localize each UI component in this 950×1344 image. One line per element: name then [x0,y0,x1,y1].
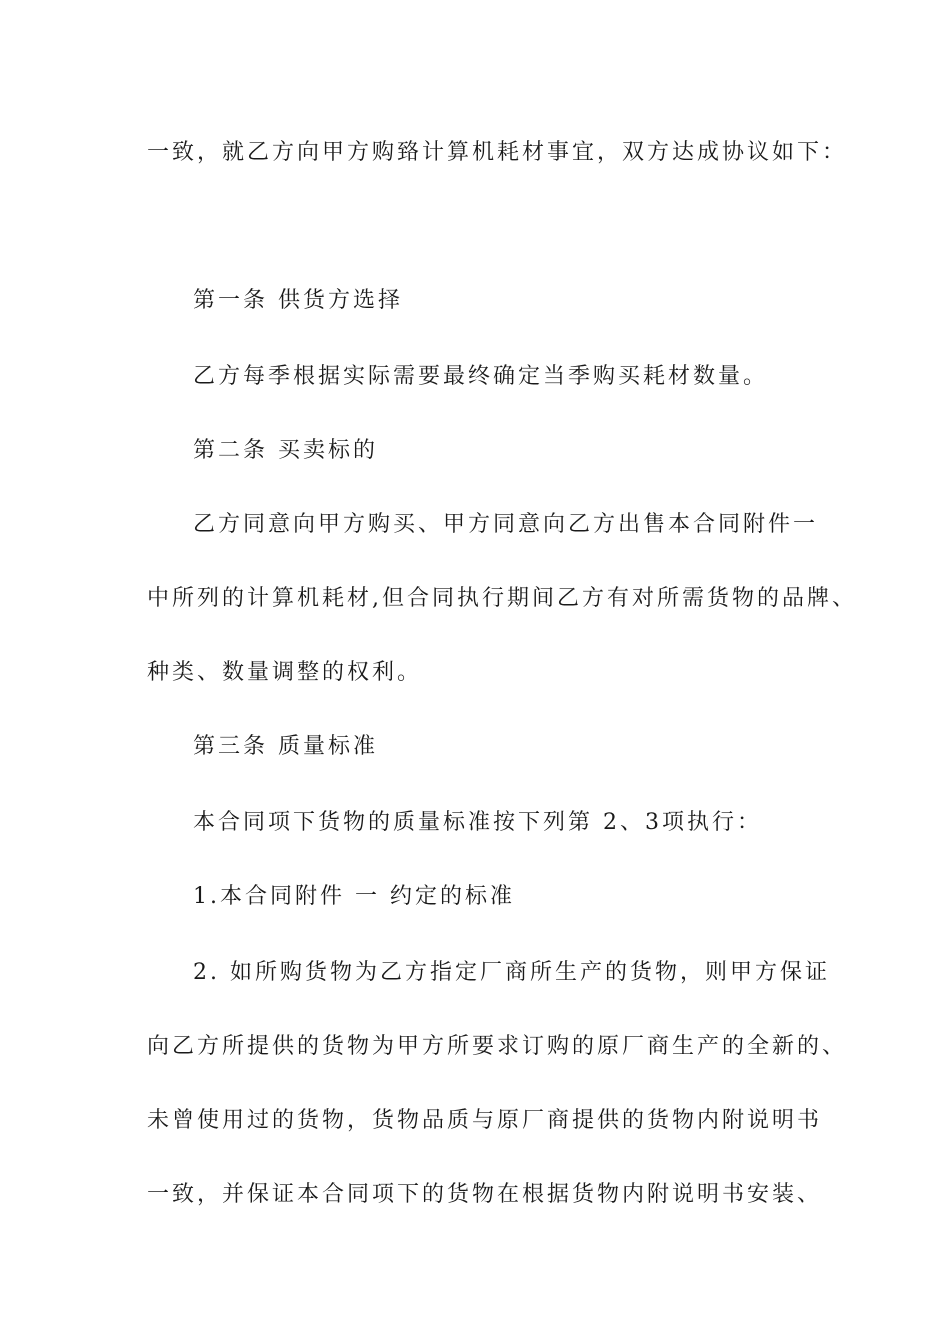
article-3-item-2-line-1: 2. 如所购货物为乙方指定厂商所生产的货物，则甲方保证 [193,960,830,985]
text-line-agreement-intro: 一致，就乙方向甲方购臵计算机耗材事宜，双方达成协议如下： [147,140,848,165]
article-3-item-2-line-4: 一致，并保证本合同项下的货物在根据货物内附说明书安装、 [147,1182,823,1207]
article-3-item-2-line-3: 未曾使用过的货物，货物品质与原厂商提供的货物内附说明书 [147,1108,823,1133]
article-2-text-line-3: 种类、数量调整的权利。 [147,660,423,685]
article-1-text: 乙方每季根据实际需要最终确定当季购买耗材数量。 [193,364,769,389]
article-3-item-2-line-2: 向乙方所提供的货物为甲方所要求订购的原厂商生产的全新的、 [147,1034,848,1059]
article-3-item-1: 1.本合同附件 一 约定的标准 [193,884,515,909]
article-3-heading: 第三条 质量标准 [193,734,378,759]
article-2-text-line-2: 中所列的计算机耗材,但合同执行期间乙方有对所需货物的品牌、 [147,586,857,611]
article-1-heading: 第一条 供货方选择 [193,288,403,313]
article-2-text-line-1: 乙方同意向甲方购买、甲方同意向乙方出售本合同附件一 [193,512,819,537]
article-2-heading: 第二条 买卖标的 [193,438,378,463]
article-3-intro: 本合同项下货物的质量标准按下列第 2、3项执行： [193,810,762,835]
